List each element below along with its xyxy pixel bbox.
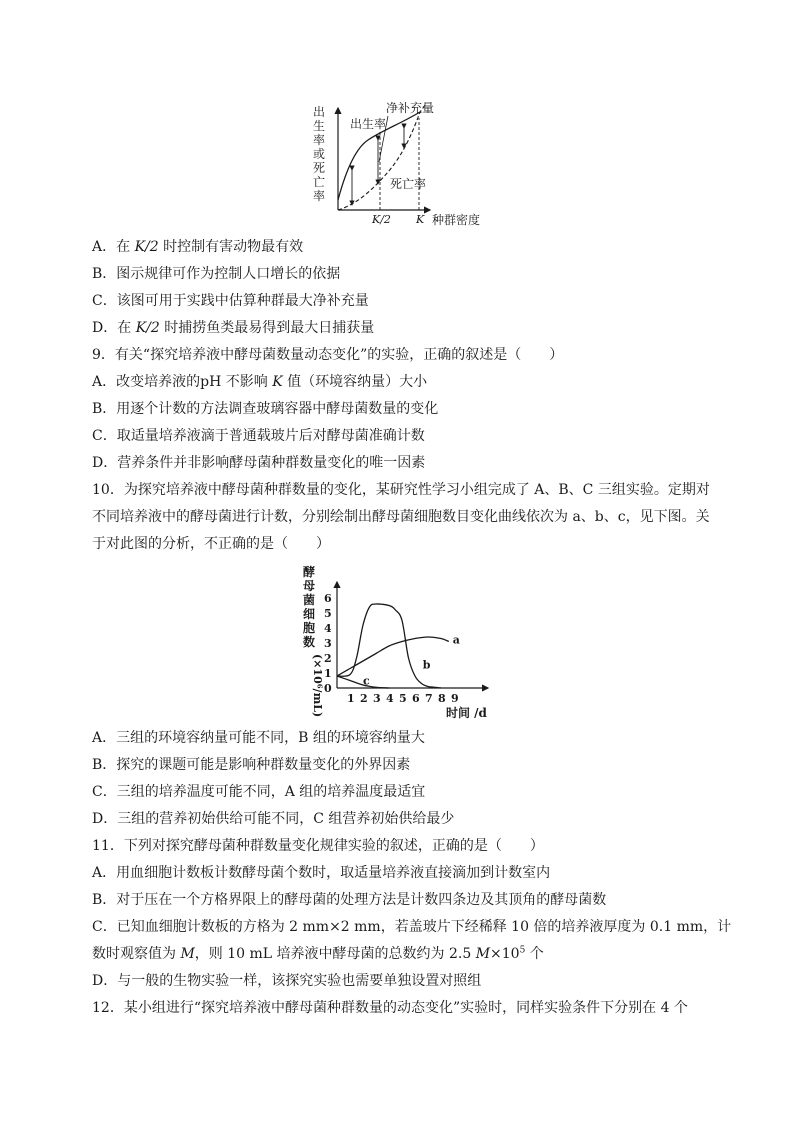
x-tick-label: 6 (412, 692, 420, 705)
x-tick-label: 5 (399, 692, 407, 705)
x-tick-label: 8 (438, 692, 446, 705)
y-label-char: 出 (313, 105, 326, 119)
y-tick-label: 2 (324, 652, 332, 665)
x-tick-label: 4 (386, 692, 394, 705)
q11-option-b: B．对于压在一个方格界限上的酵母菌的处理方法是计数四条边及其顶角的酵母菌数 (92, 892, 607, 908)
y-label-char: 母 (303, 579, 316, 593)
q11-c-pre: 数时观察值为 (92, 946, 181, 962)
q11-c-m2: M (475, 946, 491, 962)
q11-option-d: D．与一般的生物实验一样，该探究实验也需要单独设置对照组 (92, 973, 482, 989)
q11-option-c-line2 (92, 944, 544, 964)
figure1-x-label: 种群密度 (432, 213, 481, 227)
q11-c-exp: 5 (519, 945, 526, 956)
series-a-label: a (452, 633, 460, 647)
q9-stem: 9．有关“探究培养液中酵母菌数量动态变化”的实验，正确的叙述是（ ） (92, 347, 564, 363)
birth-rate-label: 出生率 (350, 117, 387, 131)
q11-c-m1: M (180, 946, 195, 962)
y-label-char: 率 (313, 189, 326, 203)
q8-d-pre: D．在 (92, 320, 136, 336)
y-label-char: 生 (313, 119, 326, 133)
q9-option-a (92, 372, 427, 392)
gap-arrows (352, 128, 404, 205)
y-label-char: 菌 (303, 593, 316, 607)
q10-option-d: D．三组的营养初始供给可能不同，C 组营养初始供给最少 (92, 811, 455, 827)
q9-option-d: D．营养条件并非影响酵母菌种群数量变化的唯一因素 (92, 455, 426, 471)
net-recruit-label: 净补充量 (386, 101, 435, 115)
q10-stem-line3: 于对此图的分析，不正确的是（ ） (92, 536, 330, 552)
q8-option-c: C．该图可用于实践中估算种群最大净补充量 (92, 293, 369, 309)
y-label-char: 胞 (303, 621, 316, 635)
figure2-y-unit: (×10⁶/mL) (311, 654, 324, 718)
q9-option-c: C．取适量培养液滴于普通载玻片后对酵母菌准确计数 (92, 428, 425, 444)
y-tick-label: 5 (324, 607, 332, 620)
x-tick-label: 1 (347, 692, 355, 705)
y-label-char: 率 (313, 133, 326, 147)
series-a-line (337, 637, 449, 676)
y-tick-label: 3 (324, 637, 332, 650)
y-label-char: 或 (313, 147, 326, 161)
q12-stem: 12．某小组进行“探究培养液中酵母菌种群数量的动态变化”实验时，同样实验条件下分别在 4 个 (92, 1000, 688, 1016)
series-c-label: c (363, 674, 370, 688)
q9-option-b: B．用逐个计数的方法调查玻璃容器中酵母菌数量的变化 (92, 401, 439, 417)
y-label-char: 酵 (303, 565, 316, 579)
q9-a-post: 值（环境容纳量）大小 (282, 374, 428, 390)
q8-a-k: K/2 (134, 239, 159, 255)
figure2-x-label: 时间 /d (446, 706, 487, 720)
figure1-y-label (313, 104, 325, 203)
q8-option-d (92, 318, 374, 338)
q8-d-post: 时捕捞鱼类最易得到最大日捕获量 (159, 320, 375, 336)
y-label-char: 数 (303, 635, 316, 649)
q10-stem-line1: 10．为探究培养液中酵母菌种群数量的变化，某研究性学习小组完成了 A、B、C 三组实验。定期对 (92, 482, 710, 498)
q8-option-a (92, 237, 303, 257)
y-label-char: 死 (313, 161, 326, 175)
q8-a-post: 时控制有害动物最有效 (158, 239, 304, 255)
figure2-y-label (303, 564, 315, 649)
y-label-char: 亡 (313, 175, 326, 189)
x-tick-label: 3 (373, 692, 381, 705)
q10-option-c: C．三组的培养温度可能不同，A 组的培养温度最适宜 (92, 784, 426, 800)
figure-yeast-growth-chart (292, 562, 492, 722)
y-tick-label: 6 (324, 592, 332, 605)
q10-option-b: B．探究的课题可能是影响种群数量变化的外界因素 (92, 757, 411, 773)
k-tick: K (416, 213, 425, 226)
q10-option-a: A．三组的环境容纳量可能不同，B 组的环境容纳量大 (92, 730, 425, 746)
q10-stem-line2: 不同培养液中的酵母菌进行计数，分别绘制出酵母菌细胞数目变化曲线依次为 a、b、c，见下图。关 (92, 509, 710, 525)
q8-d-k: K/2 (135, 320, 160, 336)
q9-a-pre: A．改变培养液的pH 不影响 (92, 374, 273, 390)
q11-c-mid: ，则 10 mL 培养液中酵母菌的总数约为 2.5 (194, 946, 476, 962)
x-tick-label: 2 (360, 692, 368, 705)
y-tick-label: 1 (324, 667, 332, 680)
q11-option-c-line1: C．已知血细胞计数板的方格为 2 mm×2 mm，若盖玻片下经稀释 10 倍的培养液厚度为 0.1 mm，计 (92, 919, 732, 935)
k-half-tick: K/2 (372, 213, 391, 226)
x-tick-label: 7 (425, 692, 433, 705)
q11-option-a: A．用血细胞计数板计数酵母菌个数时，取适量培养液直接滴加到计数室内 (92, 865, 551, 881)
q8-option-b: B．图示规律可作为控制人口增长的依据 (92, 266, 341, 282)
figure-birth-death-rate (308, 100, 498, 230)
series-b-label: b (422, 658, 431, 672)
q9-a-k: K (272, 374, 283, 390)
y-tick-label: 4 (324, 622, 332, 635)
y-tick-label: 0 (324, 682, 332, 695)
y-label-char: 细 (303, 607, 316, 621)
q11-c-post: ×10 (490, 946, 520, 962)
q11-c-tail: 个 (525, 946, 544, 962)
q11-stem: 11．下列对探究酵母菌种群数量变化规律实验的叙述，正确的是（ ） (92, 838, 544, 854)
q8-a-pre: A．在 (92, 239, 135, 255)
x-tick-label: 9 (451, 692, 459, 705)
death-rate-label: 死亡率 (390, 177, 427, 191)
